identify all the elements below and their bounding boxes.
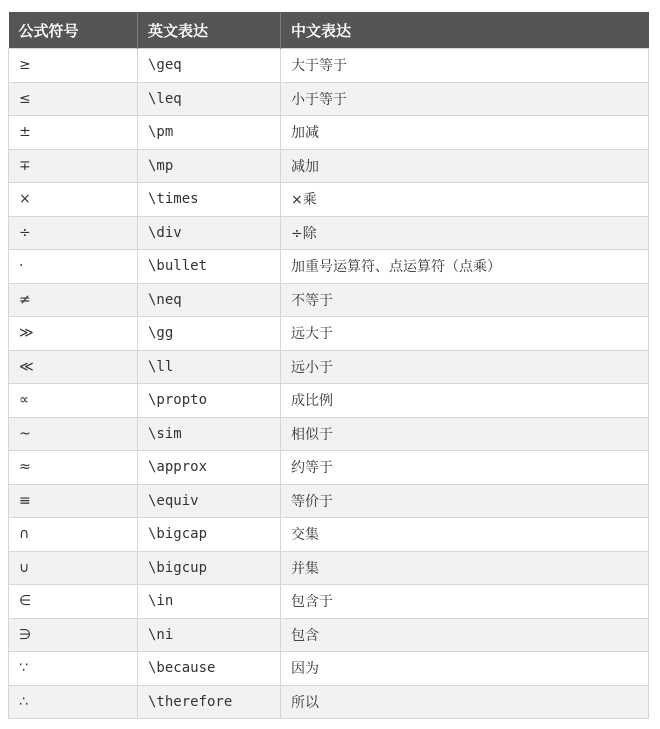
english-expression-cell: \because [138, 652, 281, 686]
chinese-expression-cell: 交集 [281, 518, 649, 552]
table-row [9, 417, 649, 451]
symbol-cell: ≡ [9, 484, 138, 518]
table-row [9, 116, 649, 150]
table-row [9, 484, 649, 518]
english-expression-cell: \pm [138, 116, 281, 150]
english-expression-cell: \bigcup [138, 551, 281, 585]
english-expression-cell: \equiv [138, 484, 281, 518]
english-expression-cell: \therefore [138, 685, 281, 719]
table-row [9, 585, 649, 619]
symbol-cell: ≫ [9, 317, 138, 351]
chinese-expression-cell: 约等于 [281, 451, 649, 485]
english-expression-cell: \ni [138, 618, 281, 652]
english-expression-cell: \gg [138, 317, 281, 351]
symbol-table-container [8, 12, 648, 719]
table-row [9, 551, 649, 585]
english-expression-cell: \ll [138, 350, 281, 384]
chinese-expression-cell: 远大于 [281, 317, 649, 351]
table-row [9, 350, 649, 384]
chinese-expression-cell: 包含 [281, 618, 649, 652]
english-expression-cell: \sim [138, 417, 281, 451]
symbol-table [8, 12, 649, 719]
chinese-expression-cell: 相似于 [281, 417, 649, 451]
symbol-cell: ∈ [9, 585, 138, 619]
english-expression-cell: \mp [138, 149, 281, 183]
symbol-cell: ∪ [9, 551, 138, 585]
chinese-expression-cell: 所以 [281, 685, 649, 719]
symbol-cell: ÷ [9, 216, 138, 250]
symbol-cell: ≠ [9, 283, 138, 317]
table-row [9, 451, 649, 485]
english-expression-cell: \times [138, 183, 281, 217]
symbol-cell: ~ [9, 417, 138, 451]
table-row [9, 82, 649, 116]
chinese-expression-cell: 包含于 [281, 585, 649, 619]
table-row [9, 149, 649, 183]
symbol-cell: ∋ [9, 618, 138, 652]
header-row [9, 12, 649, 49]
table-row [9, 618, 649, 652]
table-row [9, 283, 649, 317]
table-body [9, 49, 649, 719]
chinese-expression-cell: ÷除 [281, 216, 649, 250]
table-row [9, 518, 649, 552]
table-row [9, 183, 649, 217]
symbol-cell: ≈ [9, 451, 138, 485]
chinese-expression-cell: 大于等于 [281, 49, 649, 83]
symbol-cell: · [9, 250, 138, 284]
chinese-expression-cell: 加减 [281, 116, 649, 150]
symbol-cell: ± [9, 116, 138, 150]
chinese-expression-cell: 成比例 [281, 384, 649, 418]
table-row [9, 49, 649, 83]
symbol-cell: ∵ [9, 652, 138, 686]
english-expression-cell: \leq [138, 82, 281, 116]
chinese-expression-cell: 因为 [281, 652, 649, 686]
chinese-expression-cell: ×乘 [281, 183, 649, 217]
symbol-cell: ∩ [9, 518, 138, 552]
symbol-cell: ∝ [9, 384, 138, 418]
table-row [9, 317, 649, 351]
chinese-expression-cell: 并集 [281, 551, 649, 585]
table-header [9, 12, 649, 49]
table-row [9, 384, 649, 418]
header-chinese: 中文表达 [281, 12, 649, 49]
symbol-cell: ≤ [9, 82, 138, 116]
chinese-expression-cell: 远小于 [281, 350, 649, 384]
table-row [9, 216, 649, 250]
english-expression-cell: \neq [138, 283, 281, 317]
symbol-cell: × [9, 183, 138, 217]
table-row [9, 250, 649, 284]
table-row [9, 652, 649, 686]
chinese-expression-cell: 等价于 [281, 484, 649, 518]
chinese-expression-cell: 不等于 [281, 283, 649, 317]
english-expression-cell: \div [138, 216, 281, 250]
english-expression-cell: \in [138, 585, 281, 619]
english-expression-cell: \propto [138, 384, 281, 418]
symbol-cell: ∓ [9, 149, 138, 183]
header-english: 英文表达 [138, 12, 281, 49]
chinese-expression-cell: 加重号运算符、点运算符（点乘） [281, 250, 649, 284]
header-symbol: 公式符号 [9, 12, 138, 49]
chinese-expression-cell: 减加 [281, 149, 649, 183]
table-row [9, 685, 649, 719]
symbol-cell: ≥ [9, 49, 138, 83]
symbol-cell: ≪ [9, 350, 138, 384]
symbol-cell: ∴ [9, 685, 138, 719]
english-expression-cell: \bigcap [138, 518, 281, 552]
english-expression-cell: \bullet [138, 250, 281, 284]
english-expression-cell: \geq [138, 49, 281, 83]
english-expression-cell: \approx [138, 451, 281, 485]
chinese-expression-cell: 小于等于 [281, 82, 649, 116]
